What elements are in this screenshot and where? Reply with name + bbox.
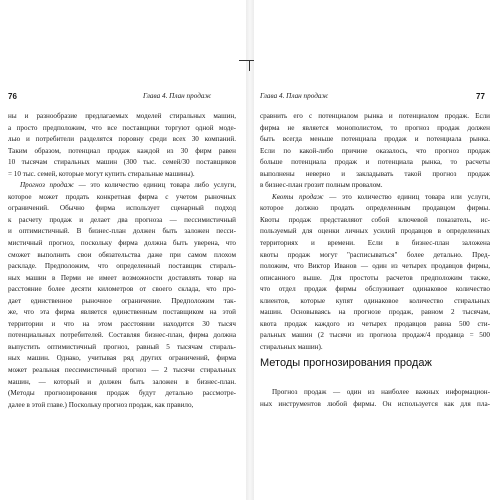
text-line: квоты продаж могут "расписываться" более детально. Пред- — [260, 250, 490, 259]
text-line: Прогноз продаж — это количество единиц товара либо услуги, — [20, 181, 236, 190]
text-line: положим, что Виктор Иванов — один из четырех продавцов фирмы, — [260, 262, 490, 271]
text-line: пользуемый для оценки личных усилий продавцов в определенных — [260, 227, 490, 236]
text-line: = 10 тыс. семей, которые могут купить стиральные машины). — [8, 169, 195, 178]
text-line: территории и что на этом расстоянии находится 30 тысяч — [8, 319, 236, 328]
text-line: ных инструментов любой фирмы. Он используется как для пла- — [260, 399, 490, 408]
term-italic: Квоты продаж — [272, 192, 324, 201]
right-body-text — [260, 111, 490, 353]
text-line: к расчету продаж и делает два прогноза — пессимистичный — [8, 215, 236, 224]
text-line: же, что эта фирма является единственным поставщиком на этой — [8, 308, 236, 317]
text-line: Прогноз продаж — один из наиболее важных информацион- — [272, 388, 490, 396]
right-body-text-continued — [260, 387, 490, 410]
text-line: дает единственное рыночное ограничение. Предположим так- — [8, 296, 236, 305]
text-line: Квоты продаж представляют собой ключевой показатель, ис- — [260, 215, 490, 224]
text-line: ны и разнообразие предлагаемых моделей стиральных машин, — [8, 112, 236, 120]
text-line: фирма не является монополистом, то прогноз продаж должен — [260, 123, 490, 132]
text-line: может реальная пессимистичный прогноз — 2 тысячи стиральных — [8, 366, 236, 375]
text-line: Если по какой-либо причине оказалось, что прогноз продаж — [260, 146, 490, 155]
text-line: описанного выше. Для простоты расчетов предположим также, — [260, 273, 490, 282]
text-line: машин, — который и должен быть заложен в бизнес-план. — [8, 377, 236, 386]
text-line: территориях и времени. Если в бизнес-план заложена — [260, 239, 490, 248]
left-body-text — [8, 111, 236, 411]
page-number-right: 77 — [476, 92, 485, 101]
text-line: машин. Основываясь на прогнозе продаж, равном 2 тысячам, — [260, 308, 490, 317]
text-line: лью и потребители разделятся поровну среди всех 30 компаний. — [8, 135, 236, 144]
crop-mark-tick — [249, 61, 250, 71]
text-line: сравнить его с потенциалом рынка и потенциалом продаж. Если — [260, 112, 490, 120]
text-line: сможет выполнить свои обязательства даже при самом плохом — [8, 250, 236, 259]
text-line: ных машин в Перми не имеет возможности доставлять товар на — [8, 273, 236, 282]
text-line: Квоты продаж — это количество единиц товара или услуги, — [272, 192, 490, 201]
left-page — [0, 0, 246, 500]
text-line: которое должно продать определенным продавцом фирмы. — [260, 204, 490, 213]
text-line: 10 тысячам стиральных машин (300 тыс. семей/30 поставщиков — [8, 158, 236, 167]
text-line: ограничений. Обычно фирма использует сценарный подход — [8, 204, 236, 213]
running-head-right: Глава 4. План продаж — [260, 92, 329, 100]
section-heading: Методы прогнозирования продаж — [260, 357, 432, 369]
term-italic: Прогноз продаж — [20, 181, 74, 190]
text-line: потенциальных потребителей. Составляя бизнес-план, фирма должна — [8, 331, 236, 340]
text-line: стиральных машин). — [260, 342, 323, 351]
text-line: расстояние более десяти километров от своего склада, что про- — [8, 285, 236, 294]
text-line: клиентов, которые купят одинаковое количество стиральных — [260, 296, 490, 305]
text-line: ральных машин (2 тысячи из прогноза продаж/4 продавца = 500 — [260, 331, 490, 340]
text-line: а просто предположим, что все поставщики торгуют одной моде- — [8, 123, 236, 132]
running-head-left: Глава 4. План продаж — [143, 92, 212, 100]
text-line: Таким образом, потенциал продаж каждой из 30 фирм равен — [8, 146, 236, 155]
text-line: и оптимистичный. В бизнес-план должен быть заложен песси- — [8, 227, 236, 236]
text-line: далее в этой главе.) Поскольку прогноз продаж, как правило, — [8, 400, 194, 409]
text-line: в бизнес-план грозит полным провалом. — [260, 181, 383, 190]
right-page — [254, 0, 500, 500]
page-number-left: 76 — [8, 92, 17, 101]
text-line: больше потенциала продаж и потенциала рынка, то расчеты — [260, 158, 490, 167]
text-line: мистичный прогноз, поскольку фирма должна быть уверена, что — [8, 239, 236, 248]
text-line: раскладе. Предположим, что определенный поставщик стираль- — [8, 262, 236, 271]
text-line: быть всегда меньше потенциала продаж и потенциала рынка. — [260, 135, 490, 144]
text-line: (Методы прогнозирования продаж будут детально рассмотре- — [8, 389, 236, 398]
gutter — [246, 0, 254, 500]
text-line: квота продаж каждого из четырех продавцов равна 500 сти- — [260, 319, 490, 328]
text-line: что отдел продаж фирмы обслуживает одинаковое количество — [260, 285, 490, 294]
text-line: которое может продать конкретная фирма с учетом рыночных — [8, 192, 236, 201]
text-line: выполнены неверно и закладывать такой прогноз продаж — [260, 169, 490, 178]
text-line: ных машин. Однако, учитывая ряд других ограничений, фирма — [8, 354, 236, 363]
text-line: выпустить оптимистичный прогноз, равный 5 тысячам стираль- — [8, 342, 236, 351]
